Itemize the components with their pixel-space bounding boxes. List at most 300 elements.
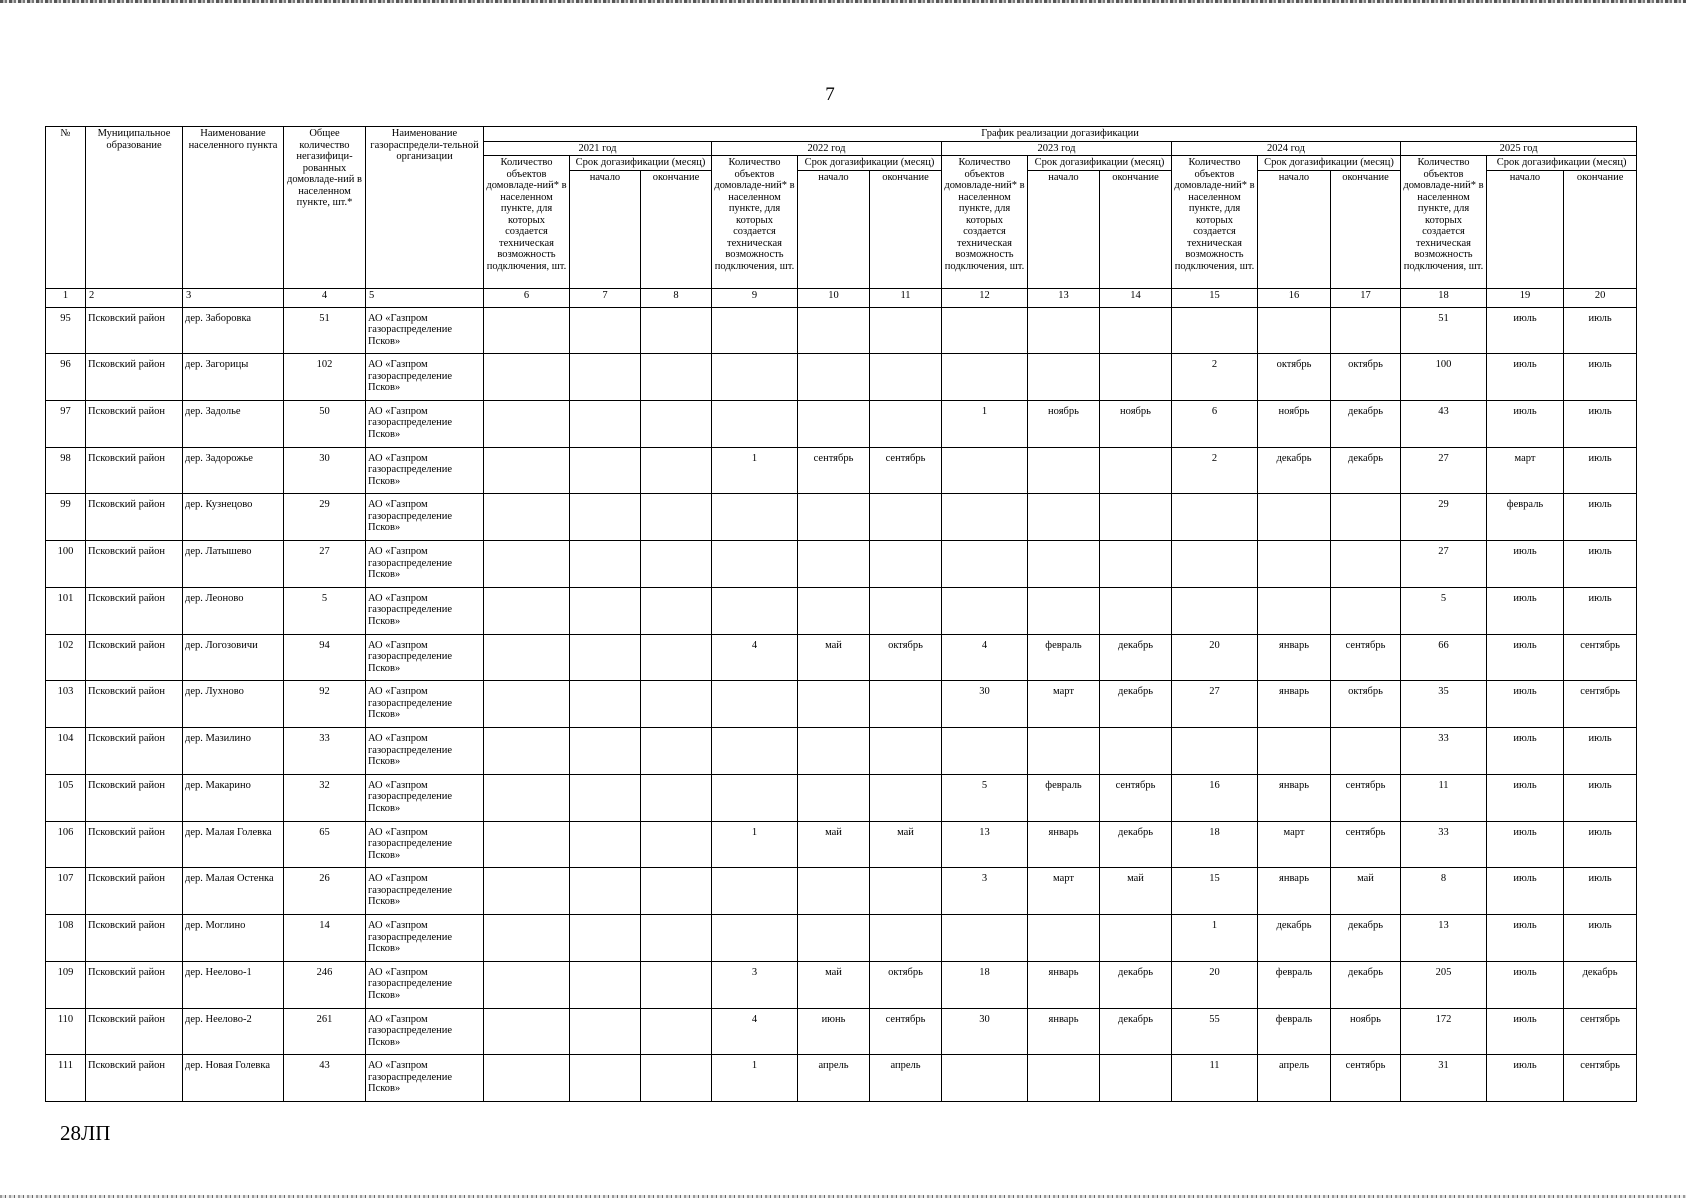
gdo-name: АО «Газпром газораспределение Псков»: [366, 494, 484, 541]
end-cell: сентябрь: [1331, 634, 1401, 681]
qty-cell: 31: [1401, 1055, 1487, 1102]
qty-cell: 6: [1172, 400, 1258, 447]
gdo-name: АО «Газпром газораспределение Псков»: [366, 774, 484, 821]
table-header: [46, 127, 1637, 308]
header-year-2022: 2022 год: [712, 141, 942, 156]
column-number: 5: [366, 288, 484, 307]
qty-cell: [484, 915, 570, 962]
total-households: 27: [284, 541, 366, 588]
start-cell: июль: [1487, 961, 1564, 1008]
qty-cell: [484, 961, 570, 1008]
qty-cell: [712, 915, 798, 962]
qty-cell: 43: [1401, 400, 1487, 447]
municipality: Псковский район: [86, 307, 183, 354]
end-cell: июль: [1564, 354, 1637, 401]
total-households: 261: [284, 1008, 366, 1055]
end-cell: декабрь: [1331, 400, 1401, 447]
header-start: начало: [1487, 170, 1564, 288]
gdo-name: АО «Газпром газораспределение Псков»: [366, 681, 484, 728]
end-cell: [1331, 587, 1401, 634]
end-cell: [870, 354, 942, 401]
end-cell: [1331, 494, 1401, 541]
start-cell: [1028, 307, 1100, 354]
settlement: дер. Логозовичи: [183, 634, 284, 681]
qty-cell: 13: [1401, 915, 1487, 962]
end-cell: [1331, 541, 1401, 588]
table-row: [46, 1055, 1637, 1102]
qty-cell: [712, 587, 798, 634]
municipality: Псковский район: [86, 354, 183, 401]
end-cell: июль: [1564, 821, 1637, 868]
qty-cell: [942, 915, 1028, 962]
start-cell: [570, 728, 641, 775]
end-cell: июль: [1564, 868, 1637, 915]
end-cell: [641, 587, 712, 634]
row-number: 102: [46, 634, 86, 681]
qty-cell: 1: [712, 447, 798, 494]
header-term: Срок догазификации (месяц): [1028, 156, 1172, 171]
qty-cell: 4: [942, 634, 1028, 681]
column-number: 13: [1028, 288, 1100, 307]
municipality: Псковский район: [86, 587, 183, 634]
header-start: начало: [1028, 170, 1100, 288]
qty-cell: [1172, 728, 1258, 775]
gdo-name: АО «Газпром газораспределение Псков»: [366, 821, 484, 868]
settlement: дер. Леоново: [183, 587, 284, 634]
end-cell: [870, 494, 942, 541]
qty-cell: [712, 774, 798, 821]
start-cell: июль: [1487, 541, 1564, 588]
start-cell: [798, 681, 870, 728]
header-qty: Количество объектов домовладе-ний* в населенном пункте, для которых создается техническая возможность подключения, шт.: [1401, 156, 1487, 289]
start-cell: [1028, 354, 1100, 401]
qty-cell: [484, 354, 570, 401]
start-cell: февраль: [1258, 1008, 1331, 1055]
end-cell: [870, 728, 942, 775]
end-cell: [870, 400, 942, 447]
start-cell: ноябрь: [1028, 400, 1100, 447]
end-cell: декабрь: [1331, 961, 1401, 1008]
qty-cell: 35: [1401, 681, 1487, 728]
row-number: 106: [46, 821, 86, 868]
qty-cell: 4: [712, 1008, 798, 1055]
qty-cell: [712, 868, 798, 915]
gasification-schedule-table: [45, 126, 1637, 1102]
qty-cell: 51: [1401, 307, 1487, 354]
end-cell: сентябрь: [870, 1008, 942, 1055]
municipality: Псковский район: [86, 915, 183, 962]
row-number: 107: [46, 868, 86, 915]
start-cell: [798, 494, 870, 541]
start-cell: июль: [1487, 634, 1564, 681]
qty-cell: [484, 1055, 570, 1102]
start-cell: январь: [1028, 961, 1100, 1008]
end-cell: декабрь: [1564, 961, 1637, 1008]
settlement: дер. Моглино: [183, 915, 284, 962]
column-number: 19: [1487, 288, 1564, 307]
row-number: 97: [46, 400, 86, 447]
table-row: [46, 1008, 1637, 1055]
start-cell: [570, 541, 641, 588]
start-cell: сентябрь: [798, 447, 870, 494]
total-households: 50: [284, 400, 366, 447]
end-cell: июль: [1564, 587, 1637, 634]
start-cell: [1258, 494, 1331, 541]
settlement: дер. Новая Голевка: [183, 1055, 284, 1102]
qty-cell: 2: [1172, 447, 1258, 494]
row-number: 104: [46, 728, 86, 775]
start-cell: [798, 307, 870, 354]
qty-cell: [712, 400, 798, 447]
qty-cell: [1172, 494, 1258, 541]
start-cell: [798, 728, 870, 775]
municipality: Псковский район: [86, 494, 183, 541]
column-number: 12: [942, 288, 1028, 307]
qty-cell: 27: [1401, 541, 1487, 588]
header-year-2024: 2024 год: [1172, 141, 1401, 156]
end-cell: октябрь: [1331, 681, 1401, 728]
end-cell: [641, 634, 712, 681]
page-number: 7: [825, 84, 835, 105]
qty-cell: 55: [1172, 1008, 1258, 1055]
table-row: [46, 447, 1637, 494]
column-number: 10: [798, 288, 870, 307]
column-number: 1: [46, 288, 86, 307]
header-term: Срок догазификации (месяц): [1487, 156, 1637, 171]
qty-cell: [712, 354, 798, 401]
end-cell: июль: [1564, 541, 1637, 588]
row-number: 110: [46, 1008, 86, 1055]
settlement: дер. Загорицы: [183, 354, 284, 401]
start-cell: [1258, 307, 1331, 354]
start-cell: июль: [1487, 1008, 1564, 1055]
qty-cell: [942, 1055, 1028, 1102]
qty-cell: 3: [942, 868, 1028, 915]
start-cell: апрель: [1258, 1055, 1331, 1102]
municipality: Псковский район: [86, 681, 183, 728]
start-cell: январь: [1028, 1008, 1100, 1055]
header-year-2023: 2023 год: [942, 141, 1172, 156]
end-cell: [870, 915, 942, 962]
start-cell: [798, 774, 870, 821]
qty-cell: [484, 400, 570, 447]
qty-cell: 15: [1172, 868, 1258, 915]
total-households: 14: [284, 915, 366, 962]
settlement: дер. Малая Голевка: [183, 821, 284, 868]
total-households: 94: [284, 634, 366, 681]
end-cell: [1100, 541, 1172, 588]
start-cell: март: [1487, 447, 1564, 494]
start-cell: [1028, 447, 1100, 494]
end-cell: [870, 868, 942, 915]
start-cell: июль: [1487, 821, 1564, 868]
total-households: 51: [284, 307, 366, 354]
start-cell: январь: [1258, 868, 1331, 915]
start-cell: январь: [1028, 821, 1100, 868]
header-term: Срок догазификации (месяц): [1258, 156, 1401, 171]
settlement: дер. Задолье: [183, 400, 284, 447]
municipality: Псковский район: [86, 821, 183, 868]
header-term: Срок догазификации (месяц): [798, 156, 942, 171]
end-cell: [641, 1008, 712, 1055]
start-cell: июль: [1487, 354, 1564, 401]
start-cell: [570, 1055, 641, 1102]
start-cell: май: [798, 961, 870, 1008]
start-cell: март: [1028, 868, 1100, 915]
qty-cell: [1172, 541, 1258, 588]
end-cell: [641, 728, 712, 775]
start-cell: [1028, 728, 1100, 775]
qty-cell: 11: [1172, 1055, 1258, 1102]
start-cell: [1028, 494, 1100, 541]
table-body: [46, 307, 1637, 1102]
municipality: Псковский район: [86, 774, 183, 821]
document-code: 28ЛП: [60, 1121, 111, 1145]
row-number: 96: [46, 354, 86, 401]
end-cell: октябрь: [870, 961, 942, 1008]
qty-cell: 27: [1401, 447, 1487, 494]
qty-cell: 13: [942, 821, 1028, 868]
start-cell: июль: [1487, 868, 1564, 915]
settlement: дер. Неелово-2: [183, 1008, 284, 1055]
table-row: [46, 774, 1637, 821]
total-households: 102: [284, 354, 366, 401]
end-cell: сентябрь: [870, 447, 942, 494]
header-qty: Количество объектов домовладе-ний* в населенном пункте, для которых создается техническая возможность подключения, шт.: [484, 156, 570, 289]
gdo-name: АО «Газпром газораспределение Псков»: [366, 447, 484, 494]
table-row: [46, 354, 1637, 401]
end-cell: [1100, 1055, 1172, 1102]
row-number: 100: [46, 541, 86, 588]
end-cell: [641, 821, 712, 868]
qty-cell: 1: [1172, 915, 1258, 962]
start-cell: июль: [1487, 400, 1564, 447]
gdo-name: АО «Газпром газораспределение Псков»: [366, 915, 484, 962]
header-start: начало: [798, 170, 870, 288]
qty-cell: [484, 494, 570, 541]
header-end: окончание: [870, 170, 942, 288]
scan-edge-top: [0, 0, 1686, 3]
end-cell: октябрь: [1331, 354, 1401, 401]
municipality: Псковский район: [86, 634, 183, 681]
table-row: [46, 681, 1637, 728]
row-number: 103: [46, 681, 86, 728]
column-number: 9: [712, 288, 798, 307]
municipality: Псковский район: [86, 868, 183, 915]
header-total-households: Общее количество негазифици-рованных домовладе-ний в населенном пункте, шт.*: [284, 127, 366, 289]
qty-cell: [484, 307, 570, 354]
column-number: 3: [183, 288, 284, 307]
qty-cell: 16: [1172, 774, 1258, 821]
qty-cell: 18: [1172, 821, 1258, 868]
end-cell: октябрь: [870, 634, 942, 681]
table-row: [46, 587, 1637, 634]
municipality: Псковский район: [86, 1008, 183, 1055]
municipality: Псковский район: [86, 541, 183, 588]
start-cell: [798, 354, 870, 401]
header-term: Срок догазификации (месяц): [570, 156, 712, 171]
qty-cell: 18: [942, 961, 1028, 1008]
qty-cell: 30: [942, 681, 1028, 728]
start-cell: [570, 587, 641, 634]
table-row: [46, 821, 1637, 868]
qty-cell: [484, 728, 570, 775]
column-number: 15: [1172, 288, 1258, 307]
municipality: Псковский район: [86, 728, 183, 775]
start-cell: [798, 400, 870, 447]
qty-cell: 3: [712, 961, 798, 1008]
end-cell: июль: [1564, 447, 1637, 494]
column-number: 17: [1331, 288, 1401, 307]
row-number: 95: [46, 307, 86, 354]
total-households: 33: [284, 728, 366, 775]
qty-cell: 33: [1401, 728, 1487, 775]
table-row: [46, 541, 1637, 588]
row-number: 109: [46, 961, 86, 1008]
gdo-name: АО «Газпром газораспределение Псков»: [366, 961, 484, 1008]
row-number: 105: [46, 774, 86, 821]
column-number: 2: [86, 288, 183, 307]
column-number: 11: [870, 288, 942, 307]
end-cell: декабрь: [1331, 915, 1401, 962]
total-households: 30: [284, 447, 366, 494]
total-households: 29: [284, 494, 366, 541]
start-cell: июль: [1487, 1055, 1564, 1102]
qty-cell: 1: [942, 400, 1028, 447]
column-number: 4: [284, 288, 366, 307]
qty-cell: 30: [942, 1008, 1028, 1055]
end-cell: сентябрь: [1564, 634, 1637, 681]
end-cell: сентябрь: [1331, 1055, 1401, 1102]
column-number: 20: [1564, 288, 1637, 307]
start-cell: март: [1028, 681, 1100, 728]
gdo-name: АО «Газпром газораспределение Псков»: [366, 728, 484, 775]
gdo-name: АО «Газпром газораспределение Псков»: [366, 1008, 484, 1055]
table-row: [46, 494, 1637, 541]
table-row: [46, 728, 1637, 775]
municipality: Псковский район: [86, 961, 183, 1008]
qty-cell: 33: [1401, 821, 1487, 868]
settlement: дер. Мазилино: [183, 728, 284, 775]
end-cell: [641, 961, 712, 1008]
end-cell: [1331, 307, 1401, 354]
qty-cell: [942, 447, 1028, 494]
table-row: [46, 400, 1637, 447]
end-cell: декабрь: [1100, 961, 1172, 1008]
start-cell: февраль: [1258, 961, 1331, 1008]
qty-cell: [942, 494, 1028, 541]
end-cell: ноябрь: [1331, 1008, 1401, 1055]
column-number: 18: [1401, 288, 1487, 307]
qty-cell: [942, 587, 1028, 634]
qty-cell: [942, 354, 1028, 401]
start-cell: [798, 587, 870, 634]
settlement: дер. Макарино: [183, 774, 284, 821]
table-row: [46, 961, 1637, 1008]
total-households: 246: [284, 961, 366, 1008]
header-schedule: График реализации догазификации: [484, 127, 1637, 142]
start-cell: январь: [1258, 634, 1331, 681]
end-cell: июль: [1564, 307, 1637, 354]
qty-cell: [942, 307, 1028, 354]
qty-cell: [484, 681, 570, 728]
start-cell: [570, 1008, 641, 1055]
qty-cell: [1172, 587, 1258, 634]
end-cell: декабрь: [1331, 447, 1401, 494]
end-cell: [870, 587, 942, 634]
end-cell: [641, 915, 712, 962]
start-cell: [570, 915, 641, 962]
start-cell: [1258, 587, 1331, 634]
start-cell: апрель: [798, 1055, 870, 1102]
table-row: [46, 307, 1637, 354]
start-cell: [798, 915, 870, 962]
end-cell: [870, 307, 942, 354]
start-cell: июль: [1487, 774, 1564, 821]
start-cell: декабрь: [1258, 447, 1331, 494]
header-end: окончание: [1100, 170, 1172, 288]
qty-cell: [484, 634, 570, 681]
table-row: [46, 915, 1637, 962]
end-cell: декабрь: [1100, 1008, 1172, 1055]
end-cell: май: [1331, 868, 1401, 915]
end-cell: сентябрь: [1331, 774, 1401, 821]
header-qty: Количество объектов домовладе-ний* в населенном пункте, для которых создается техническая возможность подключения, шт.: [1172, 156, 1258, 289]
start-cell: [1258, 541, 1331, 588]
start-cell: [570, 447, 641, 494]
start-cell: [1028, 1055, 1100, 1102]
end-cell: [1331, 728, 1401, 775]
start-cell: [1028, 587, 1100, 634]
start-cell: июль: [1487, 728, 1564, 775]
total-households: 32: [284, 774, 366, 821]
qty-cell: 20: [1172, 961, 1258, 1008]
municipality: Псковский район: [86, 447, 183, 494]
row-number: 99: [46, 494, 86, 541]
start-cell: [570, 868, 641, 915]
end-cell: июль: [1564, 915, 1637, 962]
end-cell: декабрь: [1100, 634, 1172, 681]
column-number: 6: [484, 288, 570, 307]
start-cell: май: [798, 821, 870, 868]
row-number: 98: [46, 447, 86, 494]
start-cell: [1028, 541, 1100, 588]
start-cell: май: [798, 634, 870, 681]
qty-cell: [484, 541, 570, 588]
end-cell: сентябрь: [1564, 681, 1637, 728]
end-cell: [870, 774, 942, 821]
qty-cell: 66: [1401, 634, 1487, 681]
start-cell: [570, 961, 641, 1008]
qty-cell: [712, 541, 798, 588]
end-cell: [641, 541, 712, 588]
end-cell: май: [870, 821, 942, 868]
end-cell: декабрь: [1100, 681, 1172, 728]
start-cell: декабрь: [1258, 915, 1331, 962]
settlement: дер. Кузнецово: [183, 494, 284, 541]
row-number: 108: [46, 915, 86, 962]
scan-edge-bottom: [0, 1195, 1686, 1198]
gdo-name: АО «Газпром газораспределение Псков»: [366, 1055, 484, 1102]
start-cell: [570, 400, 641, 447]
end-cell: июль: [1564, 774, 1637, 821]
qty-cell: [484, 821, 570, 868]
qty-cell: [484, 868, 570, 915]
column-number: 7: [570, 288, 641, 307]
end-cell: [641, 774, 712, 821]
qty-cell: 29: [1401, 494, 1487, 541]
header-year-2021: 2021 год: [484, 141, 712, 156]
